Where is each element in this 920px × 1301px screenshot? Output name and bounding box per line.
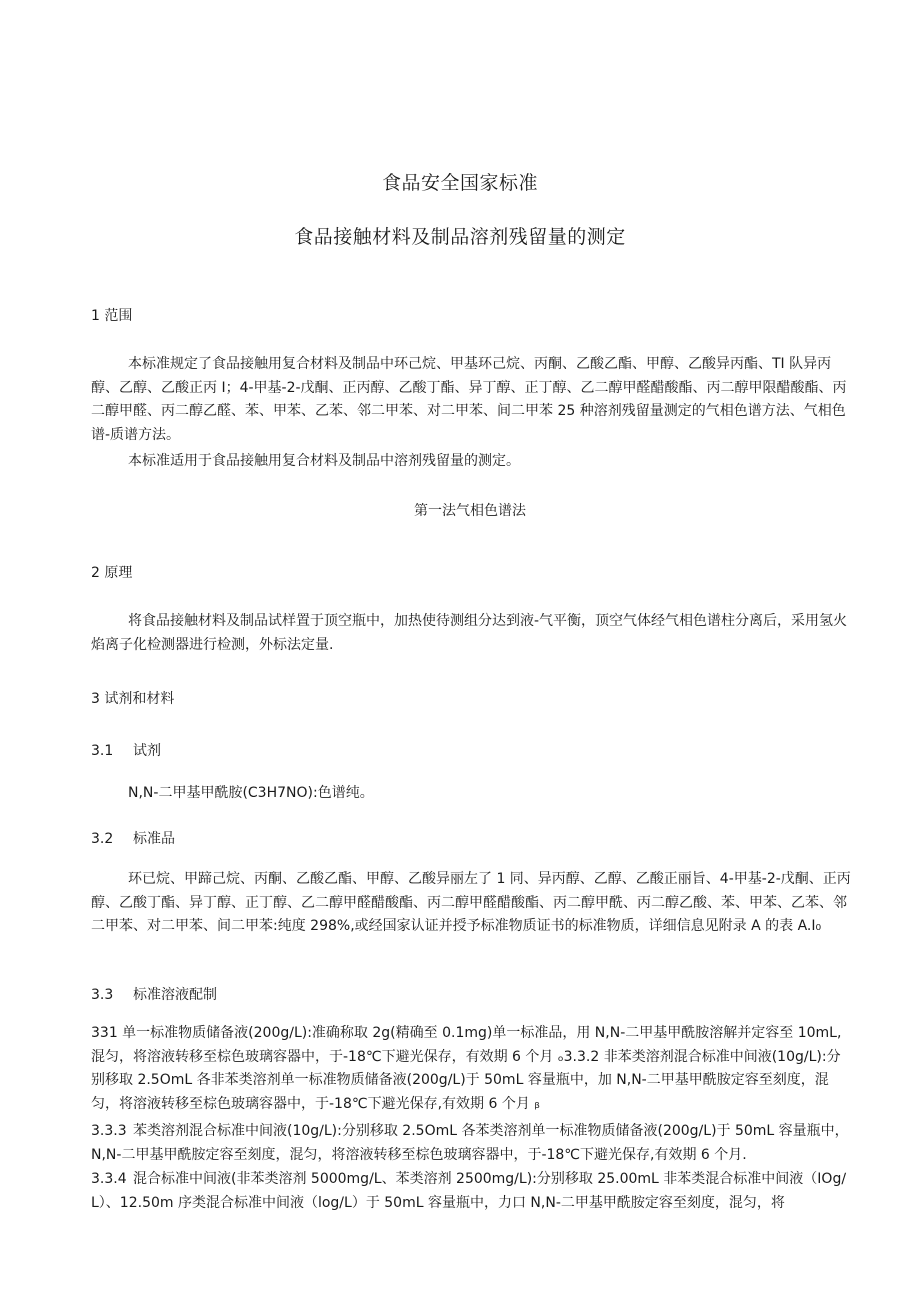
section-text: 苯类溶剂混合标准中间液(10g∕L):分别移取 2.5OmL 各苯类溶剂单一标准物质储备液(200g∕L)于 50mL 容量瓶中，N,N-二甲基甲酰胺定容至刻度，混匀，将溶液转移至棕色玻璃容器中，于-18℃下避光保存,有效期 6 个月.	[91, 1123, 849, 1163]
section-3-1-heading	[91, 740, 161, 760]
section-title: 标准品	[133, 831, 175, 847]
section-3-heading: 3 试剂和材料	[91, 691, 175, 707]
section-3-3-heading	[91, 984, 217, 1004]
section-number: 3.1	[91, 743, 114, 759]
section-3-1-paragraph: N,N-二甲基甲酰胺(C3H7NO):色谱纯。	[128, 785, 374, 801]
section-2-paragraph: 将食品接触材料及制品试样置于顶空瓶中，加热使待测组分达到液-气平衡，顶空气体经气相色谱柱分离后，采用氢火焰离子化检测器进行检测，外标法定量.	[91, 613, 848, 653]
section-number: 3.3.4	[91, 1171, 127, 1187]
section-title: 试剂	[133, 743, 161, 759]
section-3-2-paragraph: 环已烷、甲蹄己烷、丙酮、乙酸乙酯、甲醇、乙酸异丽左了 1 同、异丙醇、乙醇、乙酸正丽旨、4-甲基-2-戊酮、正丙醇、乙酸丁酯、异丁醇、正丁醇、乙二醇甲醛醋酸酯、丙二醇甲醛醋酸酯、丙二醇甲酰、丙二醇乙酸、苯、甲苯、乙苯、邻二甲苯、对二甲苯、间二甲苯:纯度 298%,或经国家认证并授予标准物质证书的标准物质，详细信息见附录 A 的表 A.I₀	[91, 871, 851, 935]
section-number: 3.3	[91, 987, 114, 1003]
section-number: 3.3.3	[91, 1123, 127, 1139]
document-title: 食品安全国家标准	[381, 172, 538, 194]
section-2-heading: 2 原理	[91, 565, 133, 581]
section-1-heading: 1 范围	[91, 308, 133, 324]
section-3-3-4-paragraph	[91, 1168, 851, 1215]
document-subtitle: 食品接触材料及制品溶剂残留量的测定	[294, 226, 626, 248]
section-3-2-heading	[91, 828, 175, 848]
section-text: 混合标准中间液(非苯类溶剂 5000mg/L、苯类溶剂 2500mg∕L):分别移取 25.00mL 非苯类混合标准中间液（IOg∕L）、12.50m 序类混合标准中间液（log/L）于 50mL 容量瓶中，力口 N,N-二甲基甲酰胺定容至刻度，混匀，将	[91, 1171, 847, 1211]
section-number: 3.2	[91, 831, 114, 847]
section-1-paragraph-2: 本标准适用于食品接触用复合材料及制品中溶剂残留量的测定。	[128, 453, 520, 469]
section-3-3-1-paragraph: 331 单一标准物质储备液(200g∕L):准确称取 2g(精确至 0.1mg)单一标准品，用 N,N-二甲基甲酰胺溶解并定容至 10mL,混匀，将溶液转移至棕色玻璃容器中，于-18℃下避光保存，有效期 6 个月 ₒ3.3.2 非苯类溶剂混合标准中间液(10g∕L):分别移取 2.5OmL 各非苯类溶剂单一标准物质储备液(200g∕L)于 50mL 容量瓶中，加 N,N-二甲基甲酰胺定容至刻度，混匀，将溶液转移至棕色玻璃容器中，于-18℃下避光保存,有效期 6 个月 ᵦ	[91, 1025, 842, 1112]
method-1-heading: 第一法气相色谱法	[414, 503, 526, 519]
section-1-paragraph-1: 本标准规定了食品接触用复合材料及制品中环己烷、甲基环己烷、丙酮、乙酸乙酯、甲醇、乙酸异丙酯、TI 队异丙醇、乙醇、乙酸正丙 I；4-甲基-2-戊酮、正丙醇、乙酸丁酯、异丁醇、正丁醇、乙二醇甲醛醋酸酯、丙二醇甲限醋酸酯、丙二醇甲醛、丙二醇乙醛、苯、甲苯、乙苯、邻二甲苯、对二甲苯、间二甲苯 25 种溶剂残留量测定的气相色谱方法、气相色谱-质谱方法。	[91, 356, 847, 443]
section-title: 标准溶液配制	[133, 987, 217, 1003]
section-3-3-3-paragraph	[91, 1120, 851, 1167]
